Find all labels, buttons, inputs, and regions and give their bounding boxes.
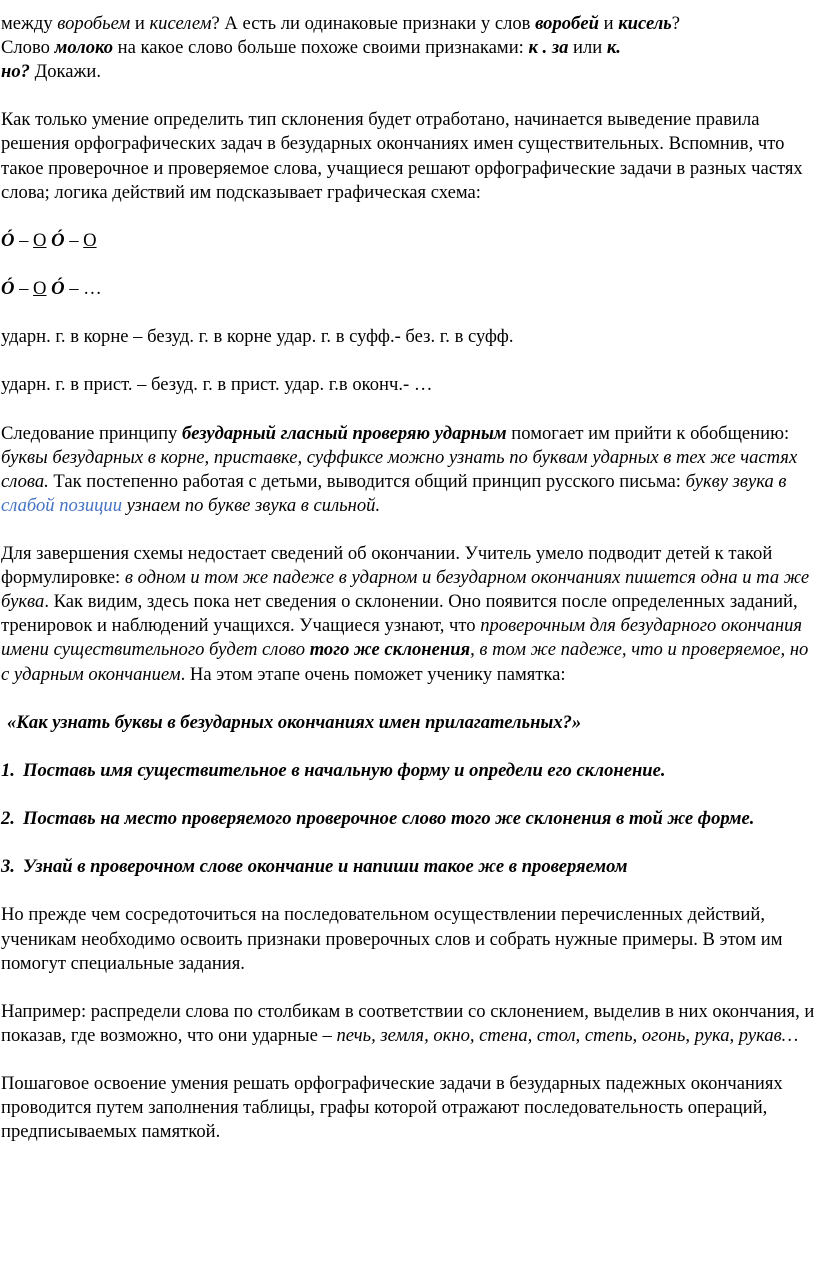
word-kono-part1: к. (606, 37, 621, 59)
paragraph-6: Пошаговое освоение умения решать орфографические задачи в безударных падежных окончаниях проводится путем заполнения таблицы, графы которой отражают последовательность операций, предписываемых памяткой. (1, 1073, 783, 1143)
word-vorobey: воробей (535, 13, 599, 34)
text: между (1, 13, 58, 34)
principle-italic: букву звука в (685, 470, 787, 492)
word-koza: к . за (528, 37, 569, 59)
text: Докажи. (29, 61, 102, 83)
step-number: 2. (1, 808, 15, 830)
memo-step-1 (1, 759, 816, 783)
weak-position-link[interactable]: слабой позиции (1, 494, 123, 516)
dash: – (14, 278, 34, 300)
intro-line-2 (1, 36, 816, 60)
stressed-vowel-symbol: Ó (51, 229, 65, 251)
intro-line-1 (1, 12, 816, 36)
stressed-vowel-symbol: Ó (1, 278, 15, 300)
text: Для завершения схемы недостает сведений об окончании. Учитель умело подводит детей к такой формулировке: (1, 543, 773, 589)
text: или (568, 37, 607, 59)
intro-line-3 (1, 60, 816, 84)
schema-legend-1: ударн. г. в корне – безуд. г. в корне удар. г. в суфф.- без. г. в суфф. (1, 326, 514, 348)
generalization-italic: буквы безударных в корне, приставке, суффиксе можно узнать по буквам ударных в тех же частях слова. (1, 446, 798, 492)
unstressed-vowel-symbol: О (83, 229, 97, 251)
word-kiselem: киселем (149, 13, 212, 34)
step-number: 1. (1, 759, 15, 781)
schema-row-1 (1, 229, 816, 253)
stressed-vowel-symbol: Ó (1, 229, 15, 251)
dash: – (64, 229, 84, 251)
text: помогает им прийти к обобщению: (506, 422, 790, 444)
rule-italic-end: , в том же падеже, что и проверяемое, но с ударным окончанием (1, 639, 809, 685)
text: . Как видим, здесь пока нет сведения о склонении. Оно появится после определенных заданий, тренировок и наблюдений учащихся. Учащиеся узнают, что (1, 591, 798, 637)
memo-step-2 (1, 807, 816, 831)
text: Слово (1, 37, 55, 59)
text: ? (671, 13, 681, 34)
paragraph-3 (1, 542, 816, 687)
example-words-italic: печь, земля, окно, стена, стол, степь, огонь, рука, рукав… (336, 1024, 799, 1046)
principle-italic-end: узнаем по букве звука в сильной. (122, 494, 381, 516)
intro-paragraph (1, 12, 816, 84)
stressed-vowel-symbol: Ó (51, 278, 65, 300)
text: . На этом этапе очень поможет ученику памятка: (180, 663, 566, 685)
memo-step-3 (1, 855, 816, 879)
dash: – (14, 229, 34, 251)
paragraph-1: Как только умение определить тип склонения будет отработано, начинается выведение правила решения орфографических задач в безударных окончаниях имен существительных. Вспомнив, что такое проверочное и проверяемое слова, учащиеся решают орфографические задачи в разных частях слова; логика действий им подсказывает графическая схема: (1, 109, 803, 203)
text: Например: распредели слова по столбикам в соответствии со склонением, выделив в них окончания, и показав, где возможно, что они ударные – (1, 1000, 815, 1046)
text: Так постепенно работая с детьми, выводится общий принцип русского письма: (48, 470, 686, 492)
unstressed-vowel-symbol: О (33, 229, 47, 251)
paragraph-5 (1, 1000, 816, 1048)
schema-legend-2: ударн. г. в прист. – безуд. г. в прист. удар. г.в оконч.- … (1, 374, 433, 396)
text: и (598, 13, 619, 34)
paragraph-4: Но прежде чем сосредоточиться на последовательном осуществлении перечисленных действий, ученикам необходимо освоить признаки проверочных слов и собрать нужные примеры. В этом им помогут специальные задания. (1, 904, 783, 974)
step-text: Поставь на место проверяемого проверочное слово того же склонения в той же форме. (23, 808, 755, 830)
word-kono-part2: но? (1, 61, 30, 83)
unstressed-vowel-symbol: О (33, 278, 47, 300)
paragraph-2 (1, 422, 816, 518)
principle-bold: безударный гласный проверяю ударным (181, 422, 507, 444)
graphic-schema (1, 229, 816, 301)
word-kisel: кисель (618, 13, 672, 34)
document-page (0, 12, 816, 1169)
dash-ellipsis: – … (64, 278, 102, 300)
word-vorobem: воробьем (57, 13, 131, 34)
step-text: Узнай в проверочном слове окончание и напиши такое же в проверяемом (23, 856, 628, 878)
step-text: Поставь имя существительное в начальную форму и определи его склонение. (23, 759, 666, 781)
text: на какое слово больше похоже своими признаками: (113, 37, 529, 59)
memo-title: «Как узнать буквы в безударных окончаниях имен прилагательных?» (7, 711, 582, 733)
rule-italic: проверочным для безударного окончания имени существительного будет слово (1, 615, 803, 661)
schema-row-2 (1, 277, 816, 301)
same-declension-bold: того же склонения (309, 639, 471, 661)
text: и (130, 13, 150, 34)
step-number: 3. (1, 856, 15, 878)
word-moloko: молоко (54, 37, 114, 59)
text: Следование принципу (1, 422, 182, 444)
text: ? А есть ли одинаковые признаки у слов (211, 13, 536, 34)
formulation-italic: в одном и том же падеже в ударном и безударном окончаниях пишется одна и та же буква (1, 567, 810, 613)
